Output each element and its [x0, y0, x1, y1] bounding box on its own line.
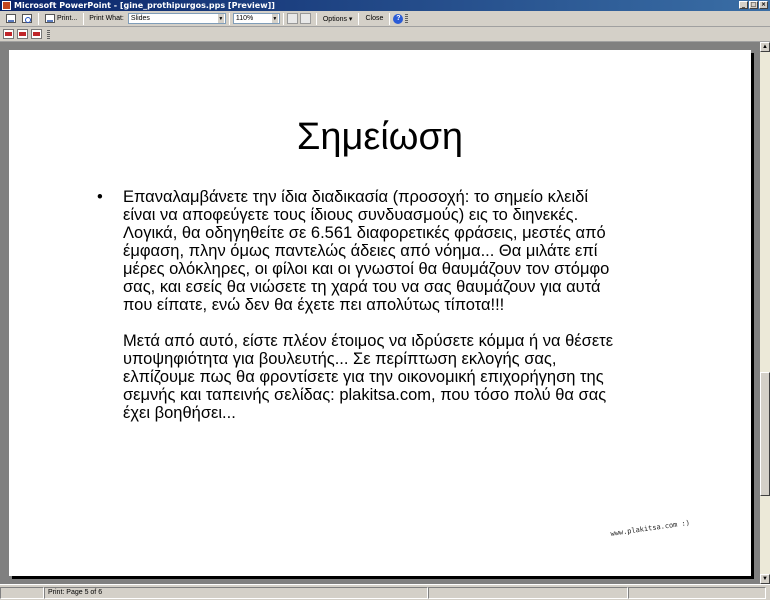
bullet-item	[97, 188, 667, 314]
status-page-text: Print: Page 5 of 6	[48, 589, 103, 596]
powerpoint-app-icon	[2, 1, 11, 10]
printer-icon	[6, 14, 16, 23]
scroll-up-icon[interactable]: ▲	[760, 42, 770, 52]
print-preview-toolbar	[0, 11, 770, 27]
bullet-icon: •	[97, 188, 103, 206]
preview-workspace	[0, 42, 760, 584]
help-icon[interactable]: ?	[393, 14, 403, 24]
status-bar	[0, 584, 770, 600]
status-cell-empty	[0, 587, 44, 599]
print-icon-button[interactable]	[3, 12, 19, 25]
scroll-down-icon[interactable]: ▼	[760, 574, 770, 584]
toolbar-grip[interactable]	[47, 29, 50, 40]
print-button-label: Print...	[57, 15, 78, 22]
status-cell-empty	[628, 587, 766, 599]
print-what-value: Slides	[130, 15, 150, 22]
print-button[interactable]	[42, 12, 80, 25]
pdf-email-icon[interactable]	[17, 29, 28, 39]
window-title: Microsoft PowerPoint - [gine_prothipurgos.pps [Preview]]	[14, 1, 275, 10]
window-controls	[739, 1, 768, 9]
close-window-button[interactable]: ×	[760, 1, 767, 8]
pdf-convert-icon[interactable]	[3, 29, 14, 39]
window-title-bar	[0, 0, 770, 11]
pdf-review-icon[interactable]	[31, 29, 42, 39]
toolbar-separator	[316, 13, 317, 25]
slide-body	[97, 188, 667, 422]
body-paragraph-2: Μετά από αυτό, είστε πλέον έτοιμος να ιδρύσετε κόμμα ή να θέσετε υποψηφιότητα για βουλευτής... Σε περίπτωση εκλογής σας, ελπίζουμε πως θα φροντίσετε για την οικονομική επιχορήγηση της σεμνής και ταπεινής σελίδας: plakitsa.com, που τόσο πολύ θα σας έχει βοηθήσει...	[123, 332, 614, 422]
chevron-down-icon[interactable]: ▼	[272, 15, 278, 22]
scrollbar-thumb[interactable]	[760, 372, 770, 496]
slide-preview	[9, 50, 751, 576]
printer-small-icon	[45, 14, 55, 23]
minimize-button[interactable]: _	[739, 1, 748, 9]
toolbar-separator	[389, 13, 390, 25]
close-preview-button[interactable]: Close	[365, 15, 384, 22]
toolbar-grip[interactable]	[405, 13, 408, 24]
status-page-indicator	[44, 587, 428, 599]
restore-button[interactable]: □	[750, 1, 757, 8]
landscape-button[interactable]	[287, 13, 298, 24]
zoom-select[interactable]	[233, 13, 280, 24]
slide-title: Σημείωση	[296, 116, 464, 158]
pdf-toolbar	[0, 27, 770, 42]
toolbar-separator	[38, 13, 39, 25]
magnifier-icon	[22, 14, 32, 23]
toolbar-separator	[358, 13, 359, 25]
portrait-button[interactable]	[300, 13, 311, 24]
body-paragraph-1: Επαναλαμβάνετε την ίδια διαδικασία (προσοχή: το σημείο κλειδί είναι να αποφεύγετε τους ίδιους συνδυασμούς) εις το διηνεκές. Λογικά, θα οδηγηθείτε σε 6.561 διαφορετικές φράσεις, μεστές από έμφαση, πλην όμως παντελώς άδειες από νόημα... Θα μιλάτε επί μέρες ολόκληρες, οι φίλοι και οι γνωστοί θα θαυμάζουν τον στόμφο σας, και εσείς θα νιώσετε τη χαρά του να σας θαυμάζουν για αυτά που είπατε, ενώ δεν θα έχετε πει απολύτως τίποτα!!!	[123, 188, 610, 314]
options-button[interactable]: Options ▾	[322, 15, 353, 23]
preview-icon-button[interactable]	[19, 12, 35, 25]
chevron-down-icon[interactable]: ▼	[218, 15, 224, 22]
zoom-value: 110%	[235, 15, 254, 22]
toolbar-separator	[283, 13, 284, 25]
site-watermark: www.plakitsa.com :)	[610, 518, 691, 538]
print-what-label: Print What:	[89, 15, 124, 22]
status-cell-empty	[428, 587, 628, 599]
toolbar-separator	[83, 13, 84, 25]
toolbar-separator	[229, 13, 230, 25]
vertical-scrollbar[interactable]	[760, 42, 770, 584]
print-what-select[interactable]	[128, 13, 226, 24]
